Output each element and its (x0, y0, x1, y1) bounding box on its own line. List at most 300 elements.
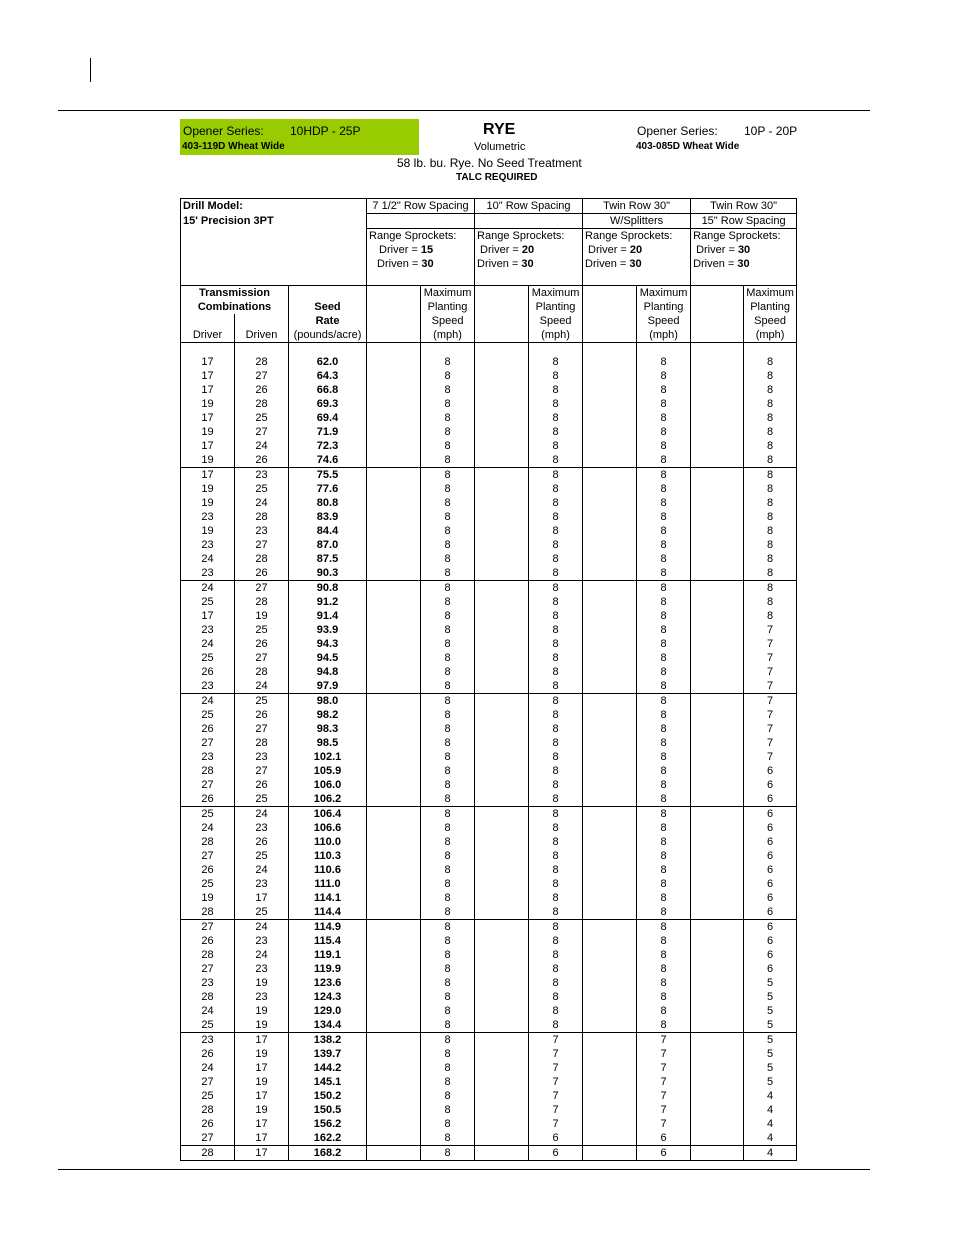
driver-cell: 17 (181, 467, 235, 482)
driven-cell: 23 (235, 524, 289, 538)
spacing-3-blank (691, 285, 744, 342)
speed-cell: 7 (529, 1032, 583, 1047)
table-row (181, 1131, 797, 1146)
driver-cell: 23 (181, 623, 235, 637)
blank-cell (475, 453, 529, 468)
speed-cell: 8 (421, 919, 475, 934)
driver-cell: 25 (181, 806, 235, 821)
speed-cell: 8 (529, 962, 583, 976)
blank-cell (367, 665, 421, 679)
blank-cell (367, 736, 421, 750)
blank-cell (691, 1061, 744, 1075)
blank-cell (367, 1061, 421, 1075)
speed-cell: 8 (421, 609, 475, 623)
table-row (181, 1145, 797, 1160)
speed-cell: 8 (637, 595, 691, 609)
blank-cell (367, 369, 421, 383)
blank-cell (691, 623, 744, 637)
driver-cell: 24 (181, 580, 235, 595)
seed-rate-cell: 80.8 (289, 496, 367, 510)
speed-cell: 8 (421, 1018, 475, 1033)
spacer-cell (367, 342, 421, 355)
seed-rate-cell: 111.0 (289, 877, 367, 891)
blank-cell (367, 905, 421, 920)
blank-cell (691, 369, 744, 383)
blank-cell (583, 693, 637, 708)
seed-rate-cell: 139.7 (289, 1047, 367, 1061)
spacing-1-line2 (475, 214, 583, 229)
seed-rate-cell: 150.2 (289, 1089, 367, 1103)
speed-cell: 8 (637, 679, 691, 694)
speed-cell: 8 (421, 665, 475, 679)
speed-cell: 8 (421, 538, 475, 552)
blank-cell (367, 948, 421, 962)
speed-cell: 8 (637, 383, 691, 397)
driven-cell: 19 (235, 976, 289, 990)
range-sprockets-3 (691, 229, 797, 286)
speed-cell: 8 (421, 496, 475, 510)
seed-rate-cell: 102.1 (289, 750, 367, 764)
speed-cell: 8 (744, 552, 797, 566)
speed-cell: 8 (744, 355, 797, 369)
driver-cell: 26 (181, 934, 235, 948)
range-label: Range Sprockets: (369, 230, 457, 242)
table-row (181, 510, 797, 524)
blank-cell (367, 397, 421, 411)
speed-cell: 7 (637, 1103, 691, 1117)
driven-cell: 24 (235, 496, 289, 510)
blank-cell (583, 976, 637, 990)
speed-cell: 8 (421, 962, 475, 976)
speed-cell: 8 (744, 538, 797, 552)
seed-rate-cell: 110.0 (289, 835, 367, 849)
speed-cell: 6 (744, 891, 797, 905)
blank-cell (367, 482, 421, 496)
driver-cell: 27 (181, 778, 235, 792)
driver-cell: 28 (181, 835, 235, 849)
seed-rate-cell: 90.3 (289, 566, 367, 581)
speed-cell: 8 (637, 482, 691, 496)
blank-cell (367, 355, 421, 369)
speed-line-4: (mph) (649, 328, 678, 341)
blank-cell (691, 722, 744, 736)
blank-cell (691, 708, 744, 722)
table-row (181, 623, 797, 637)
speed-cell: 4 (744, 1103, 797, 1117)
driven-cell: 19 (235, 1018, 289, 1033)
blank-cell (367, 764, 421, 778)
range-driver-value: 30 (737, 244, 751, 256)
driven-cell: 19 (235, 1075, 289, 1089)
seed-rate-cell: 114.1 (289, 891, 367, 905)
table-row (181, 891, 797, 905)
blank-cell (475, 665, 529, 679)
driver-cell: 27 (181, 919, 235, 934)
seed-rate-cell: 90.8 (289, 580, 367, 595)
spacing-0-blank (367, 285, 421, 342)
blank-cell (367, 1145, 421, 1160)
driven-label: Driven = (477, 258, 519, 270)
driven-cell: 25 (235, 792, 289, 807)
blank-cell (583, 1117, 637, 1131)
blank-cell (367, 595, 421, 609)
speed-cell: 8 (421, 806, 475, 821)
driver-label: Driver = (696, 244, 735, 256)
speed-cell: 8 (637, 934, 691, 948)
speed-cell: 6 (744, 835, 797, 849)
speed-cell: 8 (744, 510, 797, 524)
driver-cell: 28 (181, 990, 235, 1004)
right-series-sub: 403-085D Wheat Wide (636, 141, 740, 152)
left-series-sub: 403-119D Wheat Wide (182, 141, 285, 152)
blank-cell (583, 580, 637, 595)
driven-cell: 17 (235, 1089, 289, 1103)
speed-cell: 4 (744, 1145, 797, 1160)
speed-cell: 8 (637, 764, 691, 778)
table-row (181, 934, 797, 948)
speed-cell: 8 (637, 962, 691, 976)
blank-cell (475, 623, 529, 637)
speed-cell: 8 (637, 665, 691, 679)
blank-cell (367, 411, 421, 425)
blank-cell (475, 482, 529, 496)
driver-cell: 23 (181, 750, 235, 764)
driven-cell: 28 (235, 355, 289, 369)
seed-rate-cell: 145.1 (289, 1075, 367, 1089)
speed-cell: 8 (421, 863, 475, 877)
blank-cell (475, 1032, 529, 1047)
table-row (181, 919, 797, 934)
spacing-1-line1: 10" Row Spacing (475, 199, 583, 214)
seed-rate-cell: 93.9 (289, 623, 367, 637)
speed-cell: 8 (637, 580, 691, 595)
blank-cell (367, 821, 421, 835)
driver-cell: 27 (181, 1075, 235, 1089)
blank-cell (475, 919, 529, 934)
speed-cell: 8 (637, 538, 691, 552)
speed-cell: 7 (637, 1117, 691, 1131)
driven-cell: 26 (235, 835, 289, 849)
seed-rate-cell: 64.3 (289, 369, 367, 383)
blank-cell (691, 1004, 744, 1018)
seed-rate-cell: 110.3 (289, 849, 367, 863)
driver-label: Driver = (588, 244, 627, 256)
range-driven-value: 30 (421, 258, 434, 270)
blank-cell (691, 453, 744, 468)
range-driven-value: 30 (629, 258, 642, 270)
speed-header-3 (744, 285, 797, 342)
speed-cell: 8 (744, 566, 797, 581)
speed-cell: 8 (637, 651, 691, 665)
blank-cell (475, 510, 529, 524)
speed-cell: 7 (529, 1047, 583, 1061)
spacing-0-line1: 7 1/2" Row Spacing (367, 199, 475, 214)
speed-cell: 8 (529, 566, 583, 581)
speed-header-0 (421, 285, 475, 342)
blank-cell (475, 609, 529, 623)
speed-cell: 8 (529, 552, 583, 566)
speed-cell: 6 (744, 962, 797, 976)
speed-cell: 7 (529, 1117, 583, 1131)
speed-cell: 8 (529, 821, 583, 835)
speed-cell: 7 (744, 651, 797, 665)
speed-cell: 4 (744, 1117, 797, 1131)
speed-cell: 6 (637, 1145, 691, 1160)
driver-cell: 25 (181, 595, 235, 609)
table-row (181, 411, 797, 425)
speed-cell: 6 (744, 792, 797, 807)
seed-rate-cell: 123.6 (289, 976, 367, 990)
seed-rate-cell: 62.0 (289, 355, 367, 369)
speed-cell: 8 (637, 722, 691, 736)
driver-cell: 17 (181, 411, 235, 425)
speed-cell: 8 (637, 411, 691, 425)
blank-cell (475, 764, 529, 778)
speed-cell: 8 (637, 877, 691, 891)
blank-cell (475, 595, 529, 609)
seed-rate-cell: 119.9 (289, 962, 367, 976)
blank-cell (691, 736, 744, 750)
driver-cell: 19 (181, 524, 235, 538)
table-row (181, 708, 797, 722)
speed-cell: 8 (637, 750, 691, 764)
blank-cell (691, 778, 744, 792)
speed-cell: 8 (529, 651, 583, 665)
blank-cell (583, 411, 637, 425)
blank-cell (475, 948, 529, 962)
speed-cell: 6 (637, 1131, 691, 1146)
blank-cell (367, 877, 421, 891)
blank-cell (367, 580, 421, 595)
blank-cell (583, 609, 637, 623)
blank-cell (367, 708, 421, 722)
blank-cell (367, 1089, 421, 1103)
speed-cell: 8 (637, 439, 691, 453)
speed-cell: 8 (421, 1047, 475, 1061)
blank-cell (367, 1075, 421, 1089)
speed-cell: 8 (637, 976, 691, 990)
seed-rate-cell: 129.0 (289, 1004, 367, 1018)
blank-cell (583, 764, 637, 778)
speed-cell: 8 (744, 524, 797, 538)
blank-cell (691, 693, 744, 708)
blank-cell (583, 990, 637, 1004)
blank-cell (583, 821, 637, 835)
speed-cell: 8 (529, 905, 583, 920)
range-driver-value: 15 (420, 244, 434, 256)
seed-rate-cell: 124.3 (289, 990, 367, 1004)
blank-cell (583, 482, 637, 496)
blank-cell (691, 835, 744, 849)
speed-cell: 8 (637, 637, 691, 651)
speed-cell: 8 (744, 467, 797, 482)
driven-col-header: Driven (235, 314, 289, 343)
blank-cell (691, 1032, 744, 1047)
driver-cell: 17 (181, 355, 235, 369)
seed-rate-cell: 94.3 (289, 637, 367, 651)
table-row (181, 482, 797, 496)
speed-cell: 8 (637, 369, 691, 383)
speed-cell: 8 (421, 369, 475, 383)
driven-cell: 23 (235, 467, 289, 482)
speed-cell: 8 (529, 891, 583, 905)
speed-cell: 8 (421, 679, 475, 694)
driver-cell: 19 (181, 482, 235, 496)
driven-cell: 25 (235, 623, 289, 637)
blank-cell (583, 566, 637, 581)
seed-rate-line-2: Rate (315, 314, 340, 327)
speed-cell: 8 (529, 580, 583, 595)
blank-cell (475, 467, 529, 482)
driver-cell: 25 (181, 877, 235, 891)
transmission-line-1: Transmission (199, 286, 270, 299)
seed-rate-cell: 87.5 (289, 552, 367, 566)
driver-cell: 24 (181, 693, 235, 708)
range-sprockets-2 (583, 229, 691, 286)
blank-cell (691, 877, 744, 891)
speed-cell: 8 (421, 510, 475, 524)
blank-cell (367, 1032, 421, 1047)
speed-cell: 8 (529, 948, 583, 962)
driven-cell: 25 (235, 482, 289, 496)
table-row (181, 806, 797, 821)
blank-cell (367, 962, 421, 976)
seed-rate-cell: 168.2 (289, 1145, 367, 1160)
range-label: Range Sprockets: (585, 230, 673, 242)
speed-cell: 5 (744, 1047, 797, 1061)
driven-cell: 19 (235, 609, 289, 623)
table-row (181, 383, 797, 397)
speed-cell: 8 (421, 552, 475, 566)
speed-cell: 7 (529, 1075, 583, 1089)
driver-cell: 26 (181, 863, 235, 877)
blank-cell (475, 1004, 529, 1018)
blank-cell (583, 962, 637, 976)
speed-cell: 7 (744, 750, 797, 764)
blank-cell (583, 1018, 637, 1033)
speed-cell: 8 (744, 439, 797, 453)
right-series-value: 10P - 20P (744, 124, 798, 138)
blank-cell (583, 510, 637, 524)
blank-cell (583, 778, 637, 792)
blank-cell (691, 962, 744, 976)
blank-cell (367, 552, 421, 566)
blank-cell (367, 990, 421, 1004)
seed-rate-line-3: (pounds/acre) (293, 328, 362, 341)
table-row (181, 1047, 797, 1061)
blank-cell (583, 806, 637, 821)
driven-cell: 17 (235, 1061, 289, 1075)
driven-cell: 23 (235, 877, 289, 891)
driver-cell: 24 (181, 1061, 235, 1075)
speed-cell: 8 (529, 863, 583, 877)
blank-cell (475, 1018, 529, 1033)
blank-cell (475, 538, 529, 552)
blank-cell (583, 679, 637, 694)
blank-cell (367, 679, 421, 694)
blank-cell (475, 439, 529, 453)
speed-cell: 8 (421, 411, 475, 425)
table-row (181, 397, 797, 411)
speed-line-3: Speed (647, 314, 680, 327)
speed-cell: 8 (529, 510, 583, 524)
blank-cell (691, 552, 744, 566)
spacing-2-blank (583, 285, 637, 342)
blank-cell (367, 609, 421, 623)
speed-line-3: Speed (431, 314, 464, 327)
blank-cell (475, 1145, 529, 1160)
blank-cell (367, 623, 421, 637)
table-row (181, 863, 797, 877)
blank-cell (583, 1145, 637, 1160)
blank-cell (691, 934, 744, 948)
driver-cell: 19 (181, 496, 235, 510)
speed-cell: 8 (421, 792, 475, 807)
speed-cell: 8 (744, 453, 797, 468)
table-row (181, 665, 797, 679)
seed-rate-cell: 114.4 (289, 905, 367, 920)
speed-cell: 8 (529, 665, 583, 679)
blank-cell (691, 538, 744, 552)
speed-cell: 8 (637, 609, 691, 623)
speed-cell: 8 (744, 496, 797, 510)
driven-cell: 19 (235, 1004, 289, 1018)
speed-cell: 8 (637, 524, 691, 538)
seed-rate-cell: 119.1 (289, 948, 367, 962)
blank-cell (583, 1103, 637, 1117)
spacing-1-blank (475, 285, 529, 342)
speed-cell: 8 (744, 369, 797, 383)
driven-cell: 25 (235, 411, 289, 425)
speed-cell: 6 (744, 863, 797, 877)
speed-cell: 8 (529, 595, 583, 609)
driven-cell: 17 (235, 1117, 289, 1131)
blank-cell (475, 566, 529, 581)
speed-cell: 8 (421, 693, 475, 708)
speed-cell: 8 (421, 453, 475, 468)
speed-cell: 8 (421, 439, 475, 453)
seed-rate-cell: 71.9 (289, 425, 367, 439)
speed-cell: 8 (744, 383, 797, 397)
driven-cell: 23 (235, 821, 289, 835)
driver-cell: 27 (181, 849, 235, 863)
bottom-rule (58, 1169, 870, 1170)
blank-cell (691, 821, 744, 835)
speed-line-1: Maximum (639, 286, 688, 299)
speed-cell: 8 (529, 467, 583, 482)
speed-cell: 8 (421, 778, 475, 792)
driven-cell: 17 (235, 1131, 289, 1146)
table-row (181, 566, 797, 581)
table-row (181, 792, 797, 807)
driven-cell: 27 (235, 764, 289, 778)
table-row (181, 736, 797, 750)
speed-cell: 8 (529, 750, 583, 764)
driver-cell: 25 (181, 651, 235, 665)
blank-cell (583, 623, 637, 637)
speed-cell: 8 (637, 397, 691, 411)
speed-cell: 7 (744, 665, 797, 679)
speed-cell: 8 (637, 708, 691, 722)
range-sprockets-1 (475, 229, 583, 286)
driven-cell: 28 (235, 510, 289, 524)
blank-cell (475, 1131, 529, 1146)
blank-cell (475, 778, 529, 792)
driven-cell: 23 (235, 962, 289, 976)
blank-cell (691, 1131, 744, 1146)
blank-cell (691, 510, 744, 524)
blank-cell (583, 948, 637, 962)
